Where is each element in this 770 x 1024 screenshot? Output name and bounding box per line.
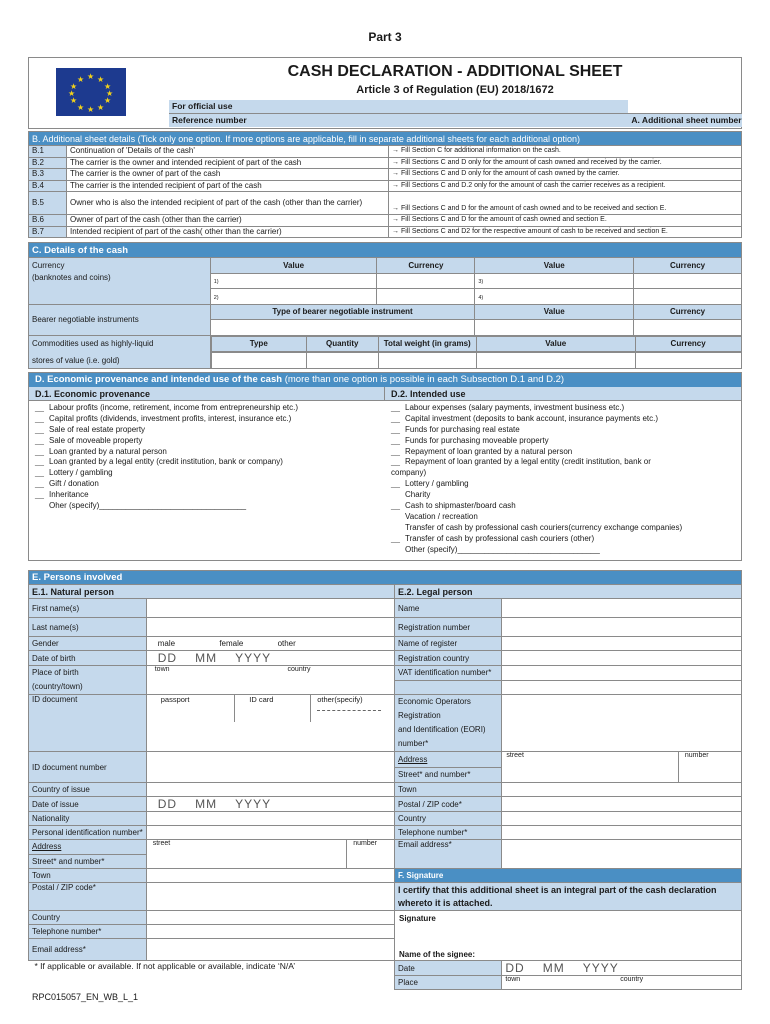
e1-town-field[interactable]	[146, 869, 394, 883]
checkbox-icon: __	[391, 413, 400, 423]
commodities-field-table	[211, 352, 742, 369]
d1-title: D.1. Economic provenance	[29, 387, 385, 401]
e2-title: E.2. Legal person	[394, 585, 741, 599]
name-register-label: Name of register	[394, 637, 501, 651]
d2-item[interactable]: __ Repayment of loan granted by a legal entity (credit institution, bank or	[391, 457, 651, 467]
e1-email-field[interactable]	[146, 939, 394, 961]
e1-country-field[interactable]	[146, 911, 394, 925]
d2-item[interactable]: Transfer of cash by professional cash couriers(currency exchange companies)	[405, 522, 683, 532]
value-header-2: Value	[475, 258, 634, 274]
total-weight-field[interactable]	[378, 353, 476, 369]
value-1-field[interactable]: 1)	[210, 273, 377, 289]
d1-item[interactable]: __ Gift / donation	[35, 479, 99, 489]
eu-flag-icon: ★ ★ ★ ★ ★ ★ ★ ★ ★ ★ ★ ★	[56, 68, 126, 116]
first-names-label: First name(s)	[29, 599, 147, 618]
banknotes-label: (banknotes and coins)	[29, 273, 211, 304]
value-4-field[interactable]: 4)	[475, 289, 634, 305]
bni-currency-header: Currency	[634, 304, 742, 320]
e1-telephone-field[interactable]	[146, 925, 394, 939]
bni-type-header: Type of bearer negotiable instrument	[210, 304, 475, 320]
currency-label: Currency	[29, 258, 211, 274]
id-doc-number-label: ID document number	[29, 752, 147, 783]
commodity-currency-header: Currency	[635, 336, 741, 352]
additional-sheet-number-label: A. Additional sheet number	[628, 114, 742, 127]
e1-address-label: Address	[29, 840, 147, 855]
signature-label: Signature	[398, 914, 436, 923]
d2-item[interactable]: __ Labour expenses (salary payments, investment business etc.)	[391, 403, 625, 412]
checkbox-icon: __	[391, 446, 400, 456]
name-field[interactable]	[502, 599, 742, 618]
dob-field[interactable]: DD MM YYYY	[146, 651, 394, 666]
value-2-field[interactable]: 2)	[210, 289, 377, 305]
d1-item[interactable]: __ Inheritance	[35, 490, 89, 500]
checkbox-icon: __	[391, 435, 400, 445]
vat-label-spacer	[394, 680, 501, 695]
personal-id-label: Personal identification number*	[29, 826, 147, 840]
e2-town-label: Town	[394, 783, 501, 797]
checkbox-icon: __	[35, 446, 44, 456]
signature-area[interactable]	[394, 911, 741, 961]
currency-2-field[interactable]	[377, 289, 475, 305]
commodity-value-header: Value	[476, 336, 635, 352]
d1-item[interactable]: __ Loan granted by a natural person	[35, 446, 167, 456]
gender-label: Gender	[29, 637, 147, 651]
e2-telephone-label: Telephone number*	[394, 826, 501, 840]
option-b4[interactable]: B.4 The carrier is the intended recipient of part of the cash → Fill Sections C and D.2 only for the amount of cash the carrier receives as a recipient.	[29, 180, 742, 192]
e1-town-label: Town	[29, 869, 147, 883]
personal-id-field[interactable]	[146, 826, 394, 840]
reference-row	[169, 113, 742, 127]
e1-email-label: Email address*	[29, 939, 147, 961]
d1-item[interactable]: __ Lottery / gambling	[35, 468, 113, 478]
checkbox-icon: __	[35, 424, 44, 434]
commodities-label-2: stores of value (i.e. gold)	[29, 352, 211, 369]
commodity-value-field[interactable]	[476, 353, 635, 369]
e2-street-label: Street* and number*	[394, 767, 501, 783]
e1-street-field[interactable]: street	[147, 840, 347, 868]
bni-label: Bearer negotiable instruments	[29, 304, 211, 335]
checkbox-icon: __	[35, 479, 44, 489]
option-b2[interactable]: B.2 The carrier is the owner and intended recipient of part of the cash → Fill Sections C and D only for the amount of cash owned and received by the carrier.	[29, 157, 742, 169]
id-card-option[interactable]: ID card	[235, 695, 311, 722]
vat-field[interactable]	[502, 666, 742, 681]
checkbox-icon: __	[391, 501, 400, 511]
checkbox-icon: __	[35, 435, 44, 445]
certify-text: I certify that this additional sheet is an integral part of the cash declaration whereto it is attached.	[394, 883, 741, 911]
checkbox-icon: __	[35, 468, 44, 478]
d1-item[interactable]: Oher (specify)_________________________________	[49, 501, 247, 511]
section-d-heading: D. Economic provenance and intended use of the cash (more than one option is possible in each Subsection D.1 and D.2)	[29, 373, 741, 387]
currency-1-field[interactable]	[377, 273, 475, 289]
option-b7[interactable]: B.7 Intended recipient of part of the cash( other than the carrier) → Fill Sections C and D2 for the respective amount of cash to be received and section E.	[29, 226, 742, 238]
d2-item[interactable]: __ Lottery / gambling	[391, 479, 469, 489]
pob-field[interactable]: town country	[146, 666, 394, 695]
total-weight-header: Total weight (in grams)	[378, 336, 476, 352]
option-b5[interactable]: B.5 Owner who is also the intended recipient of part of the cash (other than the carrier) → Fill Sections C and D for the amount of cash owned and to be received and section E.	[29, 192, 742, 215]
e2-email-field[interactable]	[502, 840, 742, 869]
checkbox-icon: __	[391, 479, 400, 489]
e1-address-field[interactable]	[146, 840, 394, 869]
signee-label: Name of the signee:	[398, 950, 475, 959]
checkbox-icon: __	[35, 413, 44, 423]
d2-item[interactable]: __ Funds for purchasing real estate	[391, 424, 520, 434]
pob-label: Place of birth (country/town)	[29, 666, 147, 695]
registration-number-field[interactable]	[502, 618, 742, 637]
first-names-field[interactable]	[146, 599, 394, 618]
e2-street-field[interactable]: street	[502, 752, 678, 782]
vat-label: VAT identification number*	[394, 666, 501, 681]
official-use-label: For official use	[169, 100, 628, 113]
checkbox-icon: __	[35, 403, 44, 412]
e2-email-label: Email address*	[394, 840, 501, 869]
date-issue-label: Date of issue	[29, 797, 147, 812]
d2-item[interactable]: __ Repayment of loan granted by a natural person	[391, 446, 573, 456]
name-label: Name	[394, 599, 501, 618]
last-names-label: Last name(s)	[29, 618, 147, 637]
value-header: Value	[210, 258, 377, 274]
checkbox-icon: __	[35, 490, 44, 500]
section-e-heading: E. Persons involved	[29, 571, 742, 585]
quantity-header: Quantity	[306, 336, 378, 352]
d2-item[interactable]: __ Cash to shipmaster/board cash	[391, 501, 516, 511]
id-document-label: ID document	[29, 695, 147, 752]
d1-item[interactable]: __ Capital profits (dividends, investment profits, interest, insurance etc.)	[35, 413, 292, 423]
section-e-table	[28, 570, 742, 990]
form-subtitle: Article 3 of Regulation (EU) 2018/1672	[356, 84, 554, 96]
e1-country-label: Country	[29, 911, 147, 925]
option-b6[interactable]: B.6 Owner of part of the cash (other than the carrier) → Fill Sections C and D for the amount of cash owned and section E.	[29, 215, 742, 227]
d2-item[interactable]: Charity	[405, 490, 431, 500]
other-specify-option[interactable]: other(specify)	[311, 695, 394, 722]
currency-header: Currency	[377, 258, 475, 274]
d1-item[interactable]: __ Loan granted by a legal entity (credit institution, bank or company)	[35, 457, 283, 467]
place-label: Place	[394, 976, 501, 990]
e2-postal-field[interactable]	[502, 797, 742, 812]
registration-country-label: Registration country	[394, 651, 501, 666]
d1-list	[35, 403, 380, 512]
e2-telephone-field[interactable]	[502, 826, 742, 840]
value-3-field[interactable]: 3)	[475, 273, 634, 289]
checkbox-icon: __	[391, 403, 400, 412]
bni-currency-field[interactable]	[634, 320, 742, 336]
e2-address-label: Address	[394, 752, 501, 768]
date-issue-field[interactable]: DD MM YYYY	[146, 797, 394, 812]
section-f-heading: F. Signature	[394, 869, 741, 883]
e1-telephone-label: Telephone number*	[29, 925, 147, 939]
date-field[interactable]: DD MM YYYY	[502, 961, 742, 976]
d1-item[interactable]: __ Sale of moveable property	[35, 435, 143, 445]
vat-field-spacer[interactable]	[502, 680, 742, 695]
currency-3-field[interactable]	[634, 273, 742, 289]
section-d	[28, 372, 742, 561]
checkbox-icon: __	[391, 424, 400, 434]
document-code: RPC015057_EN_WB_L_1	[32, 992, 139, 1002]
gender-options	[146, 637, 394, 651]
registration-number-label: Registration number	[394, 618, 501, 637]
registration-country-field[interactable]	[502, 651, 742, 666]
d2-item-continuation: company)	[391, 468, 427, 478]
section-b-table	[28, 131, 742, 238]
e2-town-field[interactable]	[502, 783, 742, 797]
e2-postal-label: Postal / ZIP code*	[394, 797, 501, 812]
commodities-label: Commodities used as highly-liquid	[29, 335, 211, 352]
eori-field[interactable]	[502, 695, 742, 752]
e1-number-field[interactable]: number	[353, 840, 377, 847]
dob-label: Date of birth	[29, 651, 147, 666]
reference-number-label: Reference number	[169, 114, 628, 127]
commodities-header-table	[211, 336, 742, 353]
section-c-heading: C. Details of the cash	[29, 243, 742, 258]
e2-country-field[interactable]	[502, 812, 742, 826]
bni-type-field[interactable]	[210, 320, 475, 336]
last-names-field[interactable]	[146, 618, 394, 637]
d2-list	[391, 403, 739, 555]
bni-value-header: Value	[475, 304, 634, 320]
option-b3[interactable]: B.3 The carrier is the owner of part of the cash → Fill Sections C and D only for the amount of cash owned by the carrier.	[29, 169, 742, 181]
country-issue-field[interactable]	[146, 783, 394, 797]
gender-female-option[interactable]: female	[219, 639, 244, 648]
section-c-table	[28, 242, 742, 369]
d2-title: D.2. Intended use	[385, 387, 741, 401]
checkbox-icon: __	[391, 457, 400, 467]
bni-value-field[interactable]	[475, 320, 634, 336]
type-field[interactable]	[211, 353, 306, 369]
d2-item[interactable]: __ Funds for purchasing moveable property	[391, 435, 549, 445]
gender-male-option[interactable]: male	[157, 639, 176, 648]
d2-item[interactable]: __ Transfer of cash by professional cash couriers (other)	[391, 533, 595, 543]
commodity-currency-field[interactable]	[635, 353, 741, 369]
form-title: CASH DECLARATION - ADDITIONAL SHEET	[287, 63, 623, 80]
nationality-label: Nationality	[29, 812, 147, 826]
e2-number-field[interactable]: number	[684, 752, 709, 759]
d2-item[interactable]: Other (specify)________________________________	[405, 544, 600, 554]
e1-postal-label: Postal / ZIP code*	[29, 883, 147, 911]
gender-other-option[interactable]: other	[277, 639, 296, 648]
part-label: Part 3	[368, 30, 402, 44]
option-b1[interactable]: B.1 Continuation of 'Details of the cash' → Fill Section C for additional information on the cash.	[29, 146, 742, 158]
d1-item[interactable]: __ Sale of real estate property	[35, 424, 146, 434]
id-doc-number-field[interactable]	[146, 752, 394, 783]
type-header: Type	[211, 336, 306, 352]
footnote: * If applicable or available. If not applicable or available, indicate ‘N/A’	[34, 961, 296, 971]
eori-label: Economic Operators Registration and Identification (EORI) number*	[394, 695, 501, 752]
place-field[interactable]: town country	[502, 976, 742, 990]
nationality-field[interactable]	[146, 812, 394, 826]
name-register-field[interactable]	[502, 637, 742, 651]
currency-4-field[interactable]	[634, 289, 742, 305]
quantity-field[interactable]	[306, 353, 378, 369]
date-label: Date	[394, 961, 501, 976]
e1-title: E.1. Natural person	[29, 585, 395, 599]
d1-item[interactable]: __ Labour profits (income, retirement, income from entrepreneurship etc.)	[35, 403, 298, 412]
d2-item[interactable]: Vacation / recreation	[405, 511, 478, 521]
currency-header-2: Currency	[634, 258, 742, 274]
checkbox-icon: __	[35, 457, 44, 467]
country-issue-label: Country of issue	[29, 783, 147, 797]
e1-street-label: Street* and number*	[29, 854, 147, 869]
checkbox-icon: __	[391, 533, 400, 543]
section-b-heading: B. Additional sheet details (Tick only one option. If more options are applicable, fill in separate additional sheets for each additional option)	[29, 132, 742, 146]
e2-address-field[interactable]	[502, 752, 742, 783]
passport-option[interactable]: passport	[147, 695, 235, 722]
d2-item[interactable]: __ Capital investment (deposits to bank account, insurance payments etc.)	[391, 413, 659, 423]
id-document-options	[146, 695, 394, 752]
e2-country-label: Country	[394, 812, 501, 826]
e1-postal-field[interactable]	[146, 883, 394, 911]
